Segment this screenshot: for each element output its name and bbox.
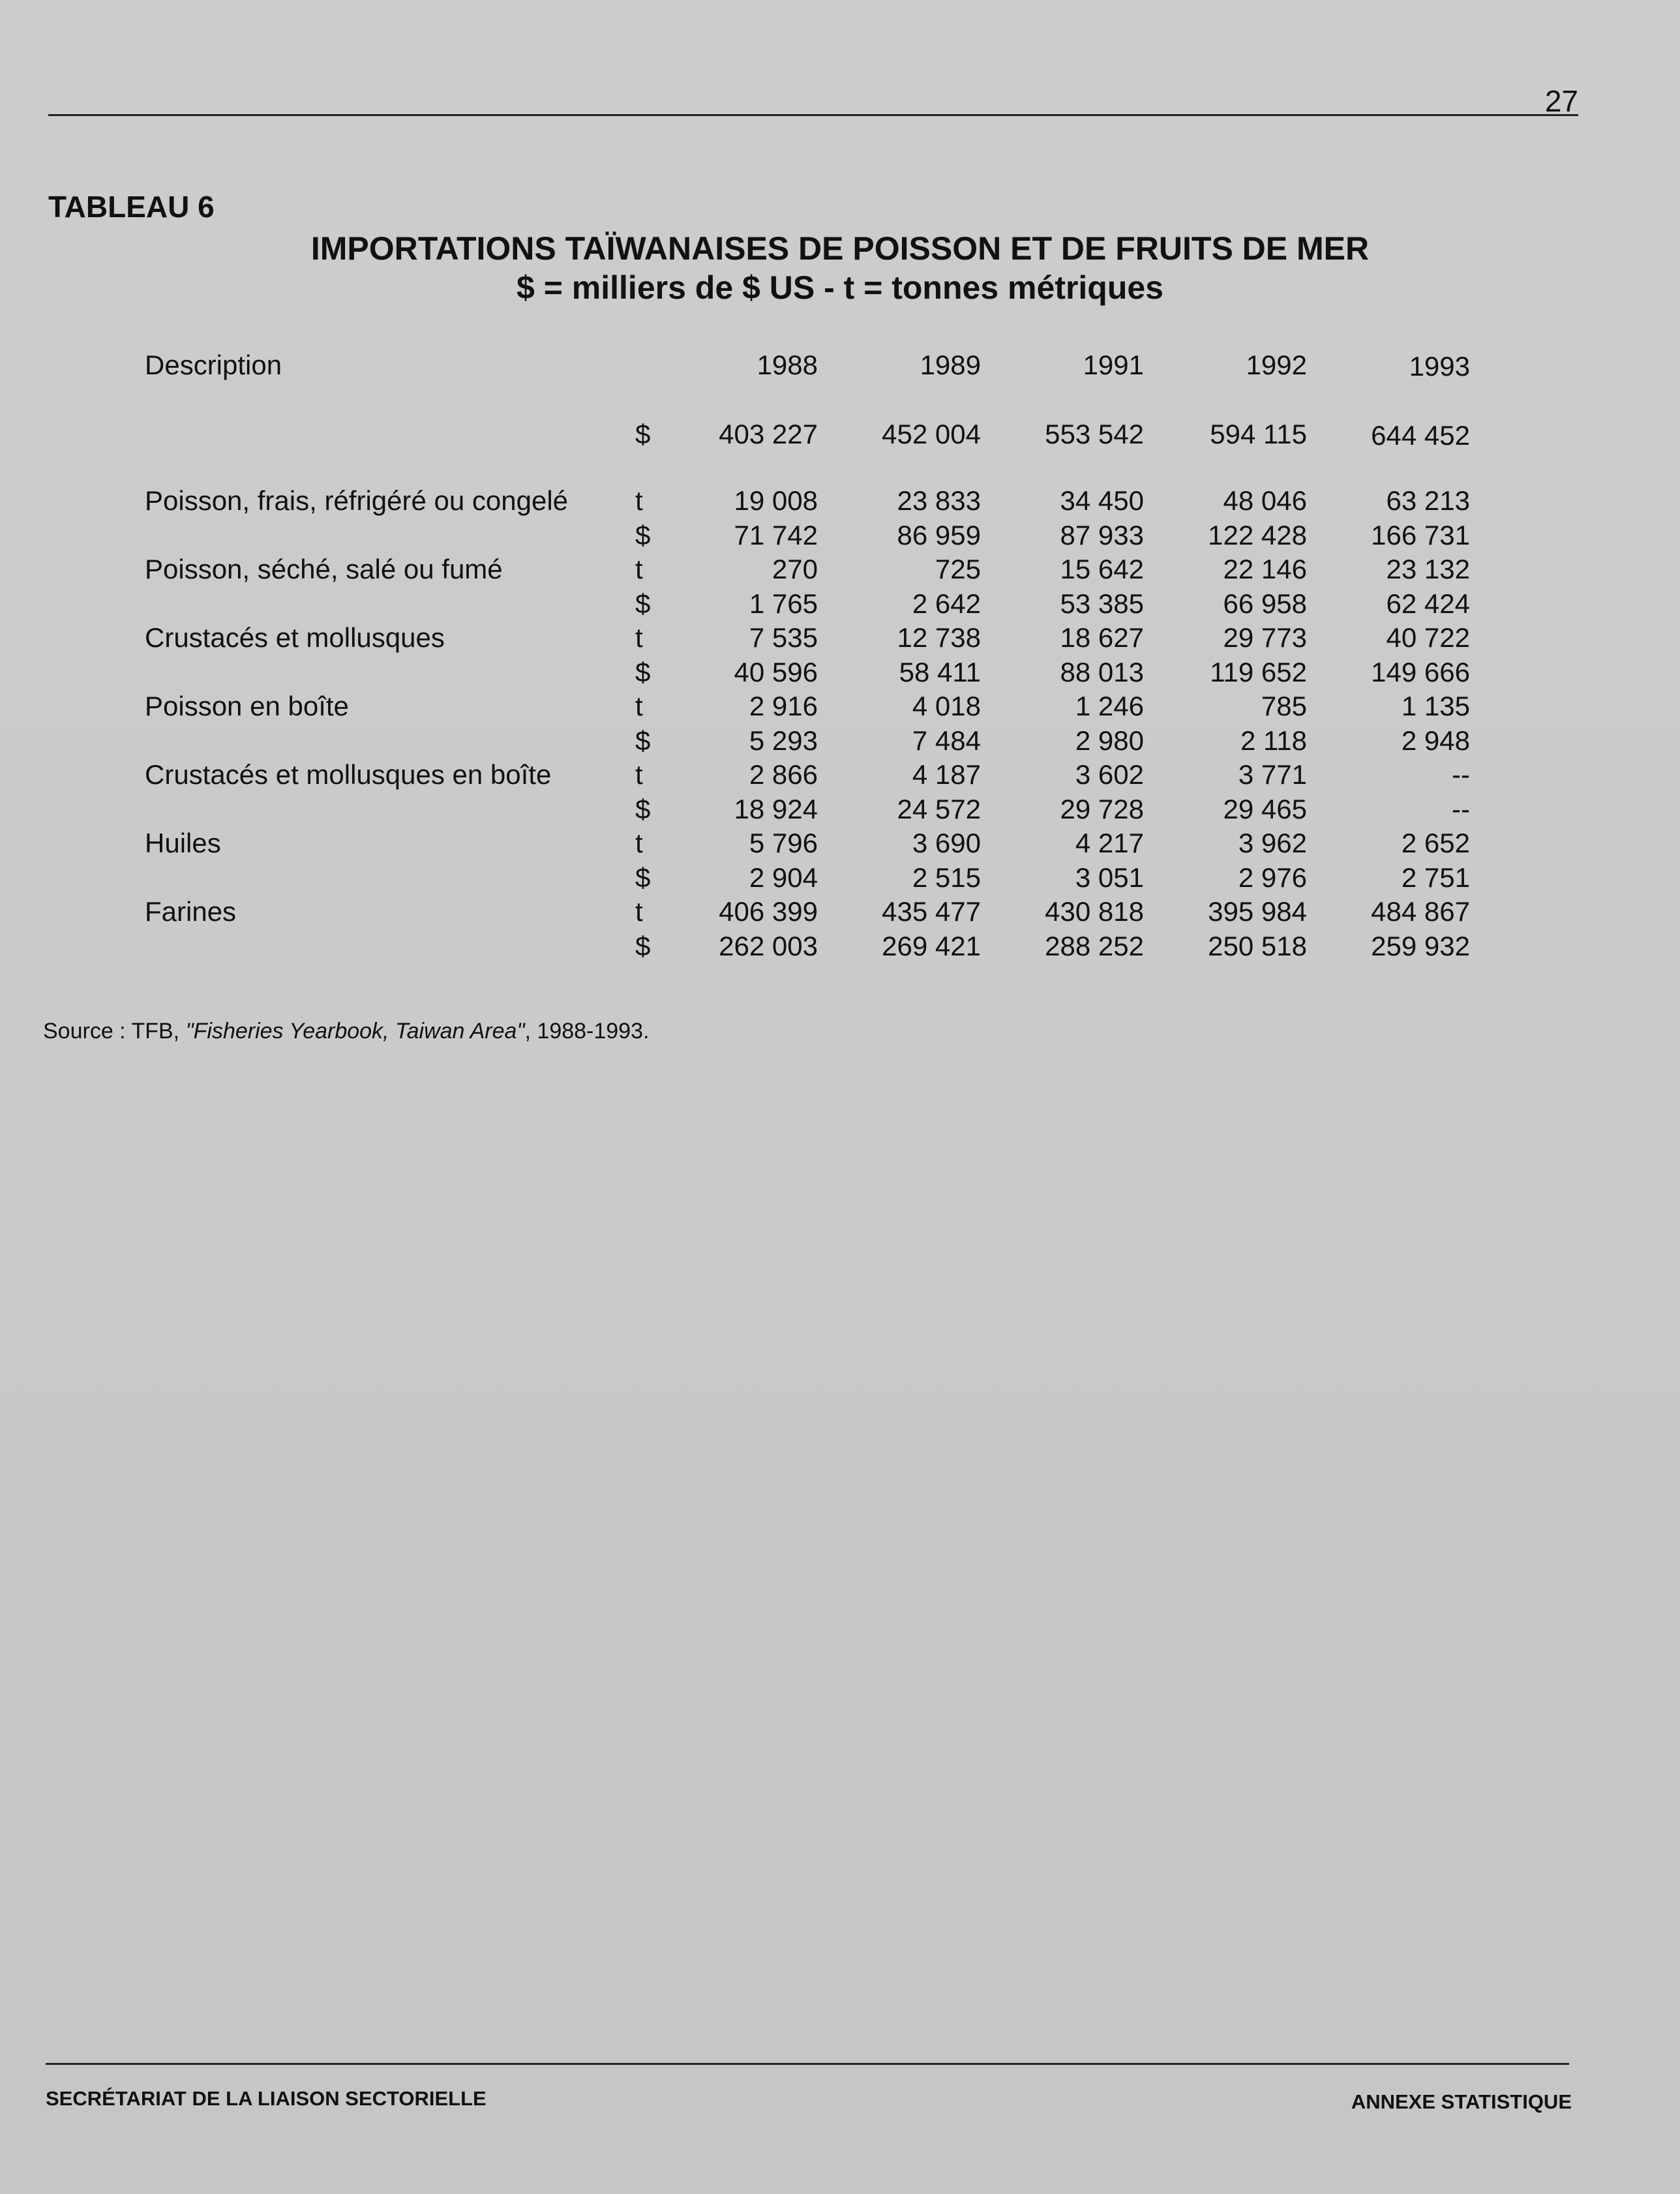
row-tonnes-1993: 2 652: [1401, 828, 1470, 858]
row-dollars-1988: 71 742: [734, 520, 818, 550]
row-tonnes-1989: 4 187: [912, 759, 981, 790]
row-dollars-1988: 40 596: [734, 657, 818, 687]
row-dollars-1993: 2 751: [1401, 862, 1470, 893]
row-tonnes-1989: 12 738: [897, 622, 981, 653]
row-dollars-1991: 88 013: [1060, 657, 1144, 687]
row-unit-dollars: $: [635, 862, 651, 893]
row-tonnes-1988: 270: [772, 554, 818, 584]
row-unit-tonnes: t: [635, 896, 643, 927]
header-rule: [48, 114, 1578, 116]
row-dollars-1993: 62 424: [1386, 588, 1470, 619]
row-dollars-1992: 66 958: [1223, 588, 1307, 619]
row-tonnes-1989: 4 018: [912, 691, 981, 721]
total-1991: 553 542: [1045, 419, 1144, 449]
footer-right: ANNEXE STATISTIQUE: [1351, 2090, 1572, 2113]
row-tonnes-1993: 23 132: [1386, 554, 1470, 584]
row-tonnes-1993: 484 867: [1371, 896, 1470, 927]
row-dollars-1989: 2 642: [912, 588, 981, 619]
row-tonnes-1992: 29 773: [1223, 622, 1307, 653]
row-description: Poisson, frais, réfrigéré ou congelé: [145, 485, 569, 516]
row-unit-dollars: $: [635, 520, 651, 550]
row-description: Poisson, séché, salé ou fumé: [145, 554, 503, 584]
row-dollars-1992: 250 518: [1208, 931, 1307, 961]
row-description: Farines: [145, 896, 237, 927]
row-tonnes-1988: 19 008: [734, 485, 818, 516]
row-dollars-1992: 122 428: [1208, 520, 1307, 550]
total-1993: 644 452: [1371, 420, 1470, 451]
row-dollars-1991: 29 728: [1060, 794, 1144, 824]
row-tonnes-1992: 3 771: [1238, 759, 1307, 790]
row-unit-tonnes: t: [635, 622, 643, 653]
column-header-description: Description: [145, 350, 282, 380]
row-tonnes-1993: 63 213: [1386, 485, 1470, 516]
row-tonnes-1989: 3 690: [912, 828, 981, 858]
row-tonnes-1991: 34 450: [1060, 485, 1144, 516]
row-tonnes-1988: 406 399: [719, 896, 818, 927]
row-tonnes-1991: 1 246: [1075, 691, 1144, 721]
row-dollars-1991: 53 385: [1060, 588, 1144, 619]
row-description: Huiles: [145, 828, 221, 858]
row-dollars-1989: 7 484: [912, 725, 981, 756]
row-tonnes-1993: 40 722: [1386, 622, 1470, 653]
column-header-1991: 1991: [1083, 350, 1144, 380]
total-1989: 452 004: [882, 419, 981, 449]
row-dollars-1993: --: [1452, 794, 1470, 824]
row-tonnes-1991: 4 217: [1075, 828, 1144, 858]
row-dollars-1988: 262 003: [719, 931, 818, 961]
row-dollars-1992: 119 652: [1210, 657, 1307, 687]
source-suffix: , 1988-1993.: [524, 1019, 650, 1044]
row-dollars-1989: 24 572: [897, 794, 981, 824]
row-tonnes-1989: 23 833: [897, 485, 981, 516]
row-description: Crustacés et mollusques en boîte: [145, 759, 552, 790]
row-dollars-1993: 259 932: [1371, 931, 1470, 961]
row-dollars-1993: 2 948: [1401, 725, 1470, 756]
row-tonnes-1991: 3 602: [1075, 759, 1144, 790]
row-tonnes-1989: 725: [935, 554, 981, 584]
row-unit-dollars: $: [635, 657, 651, 687]
column-header-1988: 1988: [757, 350, 818, 380]
row-dollars-1989: 269 421: [882, 931, 981, 961]
row-tonnes-1988: 7 535: [749, 622, 818, 653]
row-dollars-1988: 1 765: [749, 588, 818, 619]
page-number: 27: [1544, 84, 1578, 118]
row-unit-tonnes: t: [635, 828, 643, 858]
row-dollars-1991: 3 051: [1075, 862, 1144, 893]
row-dollars-1991: 288 252: [1045, 931, 1144, 961]
footer-left: SECRÉTARIAT DE LA LIAISON SECTORIELLE: [46, 2087, 487, 2110]
footer-rule: [46, 2063, 1569, 2065]
row-dollars-1992: 2 976: [1238, 862, 1307, 893]
row-description: Poisson en boîte: [145, 691, 349, 721]
row-dollars-1991: 87 933: [1060, 520, 1144, 550]
row-tonnes-1989: 435 477: [882, 896, 981, 927]
row-dollars-1989: 86 959: [897, 520, 981, 550]
table-label: TABLEAU 6: [48, 190, 215, 224]
row-tonnes-1992: 395 984: [1208, 896, 1307, 927]
row-description: Crustacés et mollusques: [145, 622, 445, 653]
row-unit-dollars: $: [635, 588, 651, 619]
row-dollars-1988: 5 293: [749, 725, 818, 756]
row-unit-tonnes: t: [635, 691, 643, 721]
total-1992: 594 115: [1210, 419, 1307, 449]
table-title: IMPORTATIONS TAÏWANAISES DE POISSON ET DE FRUITS DE MER: [310, 230, 1370, 267]
row-dollars-1991: 2 980: [1075, 725, 1144, 756]
row-tonnes-1993: --: [1452, 759, 1470, 790]
row-tonnes-1991: 430 818: [1045, 896, 1144, 927]
row-tonnes-1993: 1 135: [1401, 691, 1470, 721]
total-1988: 403 227: [719, 419, 818, 449]
row-tonnes-1988: 5 796: [749, 828, 818, 858]
source-prefix: Source : TFB,: [43, 1019, 186, 1044]
row-unit-tonnes: t: [635, 759, 643, 790]
row-dollars-1992: 2 118: [1240, 725, 1307, 756]
row-unit-dollars: $: [635, 794, 651, 824]
column-header-1992: 1992: [1246, 350, 1307, 380]
row-dollars-1993: 149 666: [1371, 657, 1470, 687]
row-tonnes-1992: 785: [1261, 691, 1307, 721]
row-dollars-1988: 2 904: [749, 862, 818, 893]
row-tonnes-1988: 2 916: [749, 691, 818, 721]
column-header-1989: 1989: [920, 350, 981, 380]
row-tonnes-1992: 48 046: [1223, 485, 1307, 516]
row-unit-tonnes: t: [635, 554, 643, 584]
row-dollars-1989: 2 515: [912, 862, 981, 893]
source-note: [43, 1019, 649, 1044]
column-header-1993: 1993: [1409, 351, 1470, 382]
row-unit-tonnes: t: [635, 485, 643, 516]
row-tonnes-1992: 22 146: [1223, 554, 1307, 584]
row-tonnes-1992: 3 962: [1238, 828, 1307, 858]
row-dollars-1989: 58 411: [899, 657, 981, 687]
table-subtitle: $ = milliers de $ US - t = tonnes métriques: [517, 269, 1163, 306]
row-tonnes-1991: 18 627: [1060, 622, 1144, 653]
row-dollars-1988: 18 924: [734, 794, 818, 824]
source-title: "Fisheries Yearbook, Taiwan Area": [185, 1019, 525, 1044]
row-dollars-1992: 29 465: [1223, 794, 1307, 824]
row-tonnes-1991: 15 642: [1060, 554, 1144, 584]
total-row-unit: $: [635, 419, 651, 449]
row-unit-dollars: $: [635, 931, 651, 961]
row-unit-dollars: $: [635, 725, 651, 756]
row-tonnes-1988: 2 866: [749, 759, 818, 790]
row-dollars-1993: 166 731: [1371, 520, 1470, 550]
